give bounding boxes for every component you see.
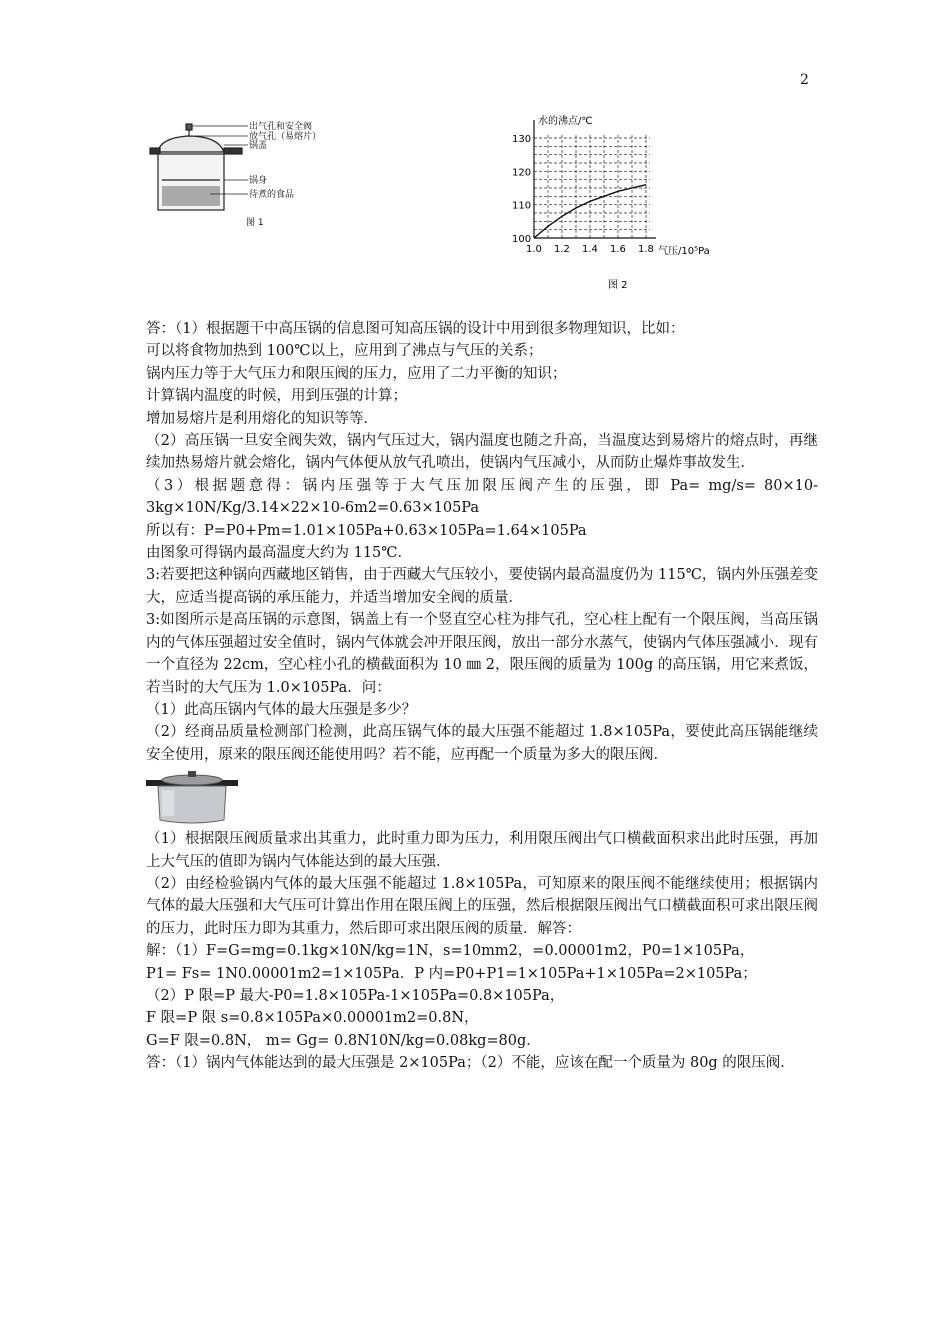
solution-line-5: F 限=P 限 s=0.8×105Pa×0.00001m2=0.8N，: [146, 1010, 479, 1027]
y-tick-label: 130: [512, 134, 532, 145]
chart-x-label: 气压/10⁵Pa: [658, 246, 710, 257]
answer-line-0: 答：（1）根据题干中高压锅的信息图可知高压锅的设计中用到很多物理知识，比如：: [146, 321, 685, 337]
x-tick-label: 1.6: [610, 244, 626, 255]
y-tick-label: 110: [512, 200, 532, 212]
label-lid: 锅盖: [249, 141, 268, 151]
solution-line-2: 解：（1）F=G=mg=0.1kg×10N/kg=1N，s=10mm2，=0.00001m2，P0=1×105Pa，: [146, 943, 755, 960]
answer-line-10: 3:如图所示是高压锅的示意图，锅盖上有一个竖直空心柱为排气孔，空心柱上配有一个限压阀，当高压锅内的气体压强超过安全值时，锅内气体就会冲开限压阀，放出一部分水蒸气，使锅内气体压强减小．现有一个直径为 22cm，空心柱小孔的横截面积为 10 ㎜ 2，限压阀的质量为 100g 的高压锅，用它来煮饭，若当时的大气压为 1.0×105Pa．问：: [146, 612, 818, 696]
y-tick-label: 120: [512, 167, 532, 179]
figure1-caption: 图 1: [246, 218, 264, 228]
label-food: 待煮的食品: [249, 190, 295, 200]
x-tick-label: 1.8: [638, 244, 654, 255]
answer-line-6: （3）根据题意得：锅内压强等于大气压加限压阀产生的压强，即 Pa= mg/s= 80×10-3kg×10N/Kg/3.14×22×10-6m2=0.63×105Pa: [146, 477, 818, 517]
answer-line-12: （2）经商品质量检测部门检测，此高压锅气体的最大压强不能超过 1.8×105Pa，要使此高压锅能继续安全使用，原来的限压阀还能使用吗？若不能，应再配一个质量为多大的限压阀．: [146, 724, 818, 763]
x-tick-label: 1.0: [526, 244, 542, 255]
solution-line-0: （1）根据限压阀质量求出其重力，此时重力即为压力，利用限压阀出气口横截面积求出此时压强，再加上大气压的值即为锅内气体能达到的最大压强．: [146, 831, 818, 870]
answer-line-1: 可以将食物加热到 100℃以上，应用到了沸点与气压的关系；: [146, 343, 543, 360]
x-tick-label: 1.4: [582, 244, 598, 255]
label-fusible-plug: 放气孔（易熔片）: [249, 132, 322, 142]
solution-line-4: （2）P 限=P 最大-P0=1.8×105Pa-1×105Pa=0.8×105Pa，: [146, 987, 565, 1004]
figure2-caption: 图 2: [608, 280, 628, 291]
pressure-cooker-photo-block: [146, 766, 818, 828]
boiling-point-chart: [496, 108, 746, 300]
solution-line-1: （2）由经检验锅内气体的最大压强不能超过 1.8×105Pa，可知原来的限压阀不能继续使用；根据锅内气体的最大压强和大气压可计算出作用在限压阀上的压强，然后根据限压阀出气口横截面积可求出限压阀的压力，此时压力即为其重力，然后即可求出限压阀的质量．解答：: [146, 875, 818, 937]
answer-line-2: 锅内压力等于大气压力和限压阀的压力，应用了二力平衡的知识；: [146, 365, 567, 382]
pressure-cooker-photo: [146, 770, 238, 826]
solution-line-7: 答：（1）锅内气体能达到的最大压强是 2×105Pa；（2）不能，应该在配一个质量为 80g 的限压阀．: [146, 1055, 795, 1072]
solution-line-3: P1= Fs= 1N0.00001m2=1×105Pa．P 内=P0+P1=1×105Pa+1×105Pa=2×105Pa；: [146, 965, 757, 982]
label-body: 锅身: [249, 176, 268, 186]
chart-y-label: 水的沸点/℃: [538, 116, 593, 127]
answer-line-8: 由图象可得锅内最高温度大约为 115℃．: [146, 545, 413, 562]
document-body: [146, 318, 818, 1075]
answer-line-3: 计算锅内温度的时候，用到压强的计算；: [146, 388, 407, 405]
answer-line-4: 增加易熔片是利用熔化的知识等等．: [146, 410, 378, 427]
answer-line-5: （2）高压锅一旦安全阀失效，锅内气压过大，锅内温度也随之升高，当温度达到易熔片的熔点时，再继续加热易熔片就会熔化，锅内气体便从放气孔喷出，使锅内气压减小，从而防止爆炸事故发生．: [146, 433, 818, 472]
answer-line-7: 所以有：P=P0+Pm=1.01×105Pa+0.63×105Pa=1.64×105Pa: [146, 522, 587, 539]
pressure-cooker-diagram: [148, 118, 328, 230]
label-vent-safety-valve: 出气孔和安全阀: [249, 122, 313, 132]
answer-line-11: （1）此高压锅内气体的最大压强是多少？: [146, 701, 417, 718]
page-number: 2: [800, 72, 809, 88]
solution-line-6: G=F 限=0.8N， m= Gg= 0.8N10N/kg=0.08kg=80g．: [146, 1032, 541, 1049]
answer-line-9: 3:若要把这种锅向西藏地区销售，由于西藏大气压较小，要使锅内最高温度仍为 115℃，锅内外压强差变大，应适当提高锅的承压能力，并适当增加安全阀的质量．: [146, 567, 818, 606]
y-tick-label: 100: [512, 234, 532, 245]
x-tick-label: 1.2: [554, 244, 570, 255]
